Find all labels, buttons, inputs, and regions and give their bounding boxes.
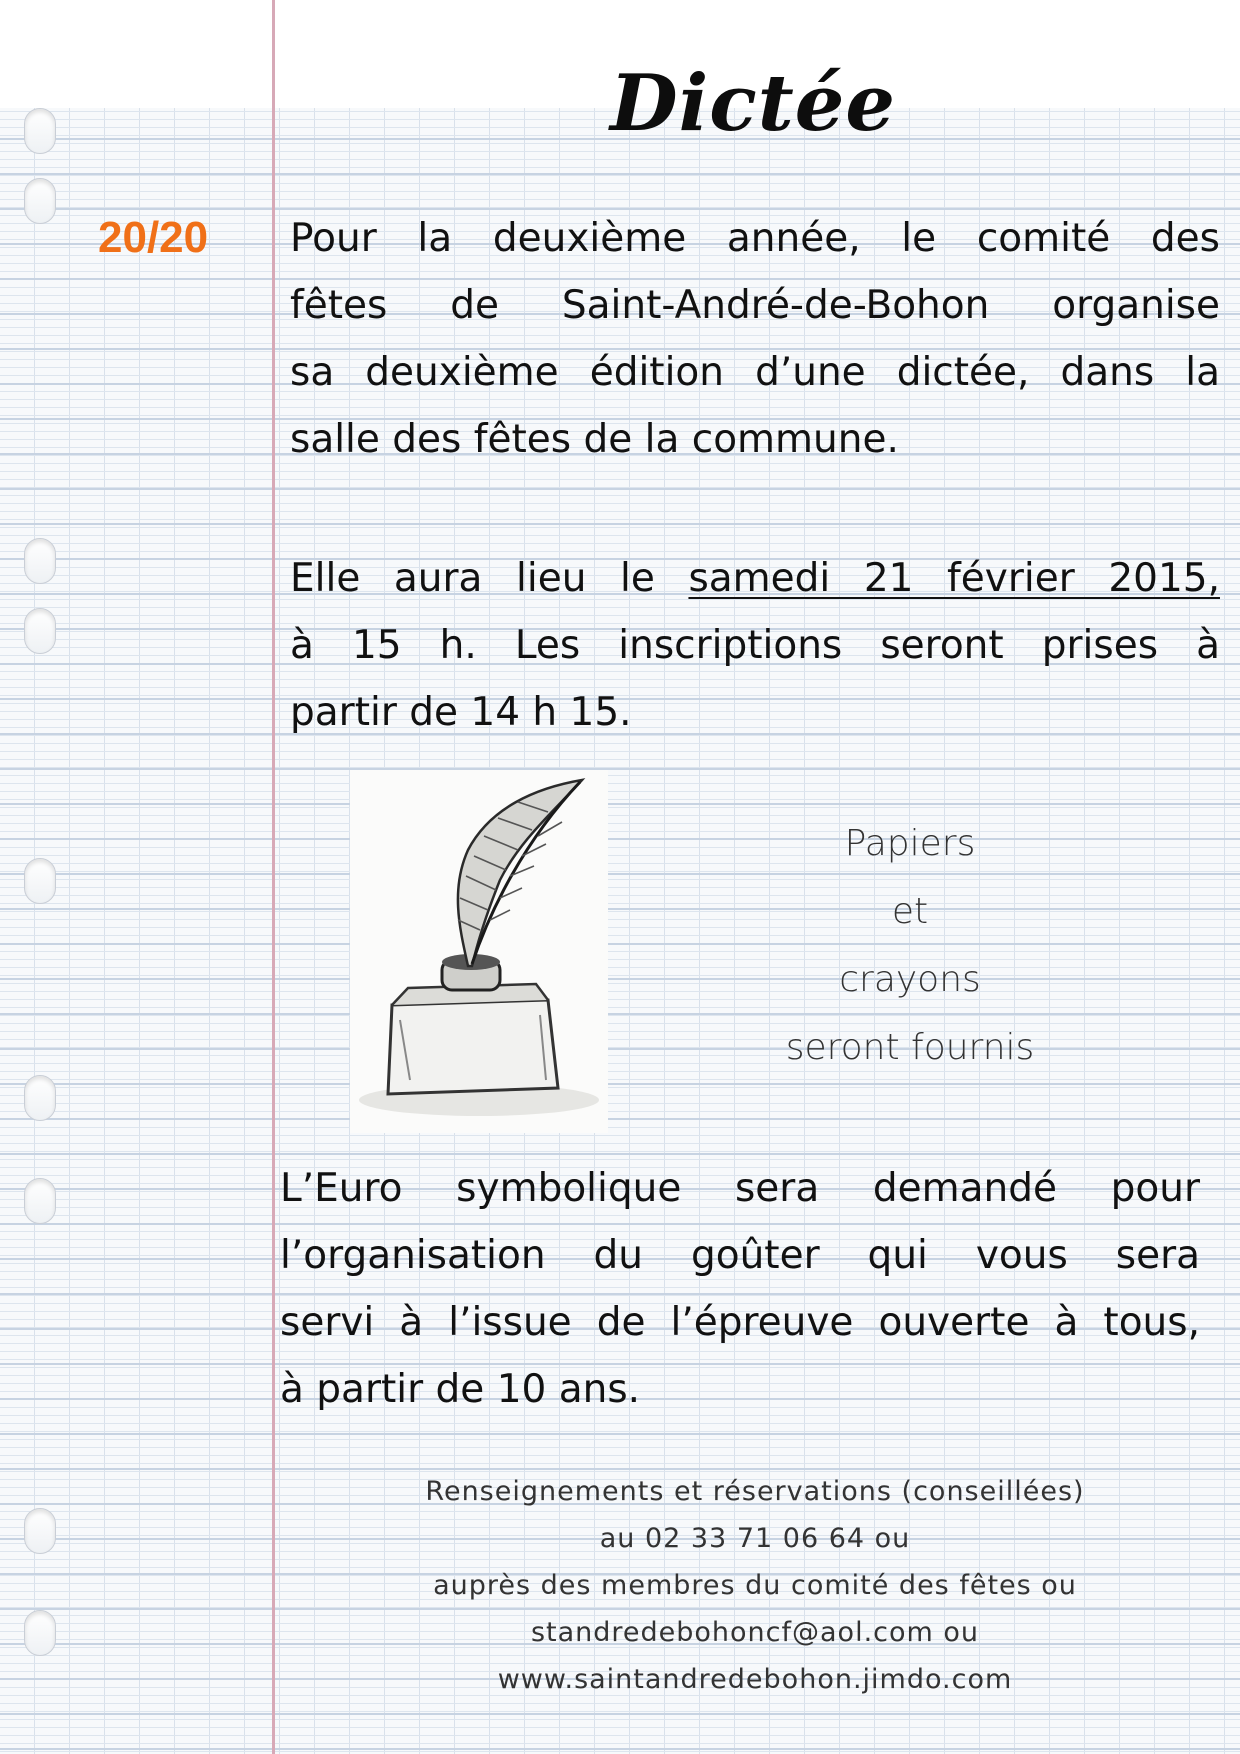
quill-inkwell-illustration [350, 770, 608, 1133]
supplies-line: crayons [839, 959, 981, 1000]
fee-line: à partir de 10 ans. [280, 1367, 641, 1412]
fee-line: l’organisation du goûter qui vous sera [280, 1233, 1200, 1278]
date-paragraph [290, 545, 1220, 746]
intro-line: sa deuxième édition d’une dictée, dans la [290, 350, 1220, 395]
supplies-line: et [891, 891, 929, 932]
contact-info [380, 1468, 1130, 1703]
page-title: Dictée [610, 58, 897, 149]
binder-hole [24, 1610, 56, 1656]
binder-hole [24, 1075, 56, 1121]
intro-paragraph [290, 205, 1220, 473]
fee-line: servi à l’issue de l’épreuve ouverte à tous, [280, 1300, 1200, 1345]
supplies-line: seront fournis [785, 1027, 1035, 1068]
date-prefix: Elle aura lieu le [290, 556, 689, 601]
supplies-note [720, 810, 1100, 1082]
intro-line: fêtes de Saint-André-de-Bohon organise [290, 283, 1220, 328]
grade-mark: 20/20 [98, 213, 209, 262]
binder-hole [24, 538, 56, 584]
fee-line: L’Euro symbolique sera demandé pour [280, 1166, 1200, 1211]
supplies-line: Papiers [844, 823, 976, 864]
binder-hole [24, 858, 56, 904]
contact-email: standredebohoncf@aol.com ou [530, 1617, 980, 1648]
binder-hole [24, 108, 56, 154]
date-line: à 15 h. Les inscriptions seront prises à [290, 623, 1220, 668]
date-line: partir de 14 h 15. [290, 690, 632, 735]
contact-heading: Renseignements et réservations (conseillées) [425, 1476, 1085, 1507]
intro-line: salle des fêtes de la commune. [290, 417, 899, 462]
contact-website: www.saintandredebohon.jimdo.com [497, 1664, 1013, 1695]
binder-hole [24, 608, 56, 654]
date-line [290, 545, 1220, 612]
contact-committee: auprès des membres du comité des fêtes ou [433, 1570, 1077, 1601]
binder-hole [24, 1178, 56, 1224]
contact-phone: au 02 33 71 06 64 ou [599, 1523, 911, 1554]
binder-hole [24, 1508, 56, 1554]
binder-hole [24, 178, 56, 224]
fee-paragraph [280, 1155, 1200, 1423]
event-date: samedi 21 février 2015, [688, 556, 1220, 601]
intro-line: Pour la deuxième année, le comité des [290, 216, 1220, 261]
notebook-margin-line [272, 0, 275, 1754]
